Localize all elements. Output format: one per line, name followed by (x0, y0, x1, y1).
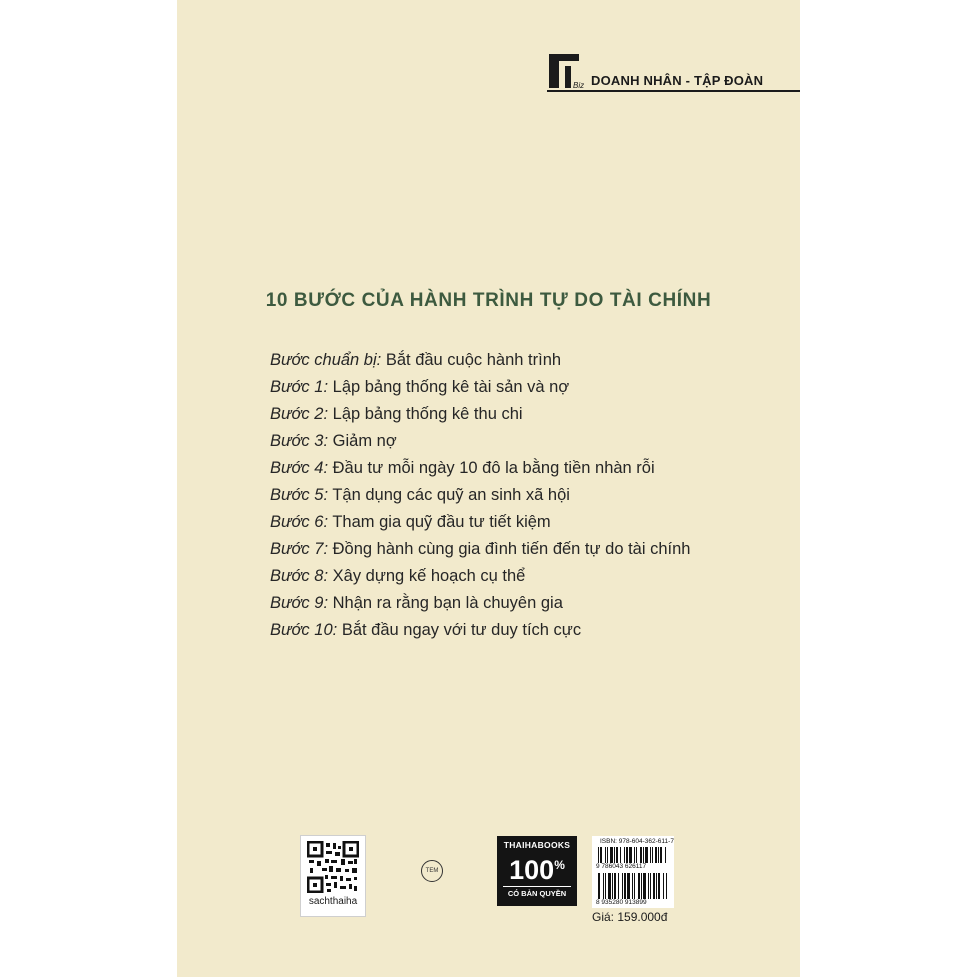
step-item (270, 455, 690, 482)
qr-code-icon (307, 841, 359, 893)
publisher-logo-mark: Biz (573, 81, 585, 90)
step-label: Bước 7: (270, 540, 329, 558)
badge-unit: % (554, 858, 565, 872)
publisher-name: DOANH NHÂN - TẬP ĐOÀN (591, 73, 764, 88)
step-label: Bước 10: (270, 621, 338, 639)
barcode-icon (598, 873, 668, 899)
badge-percent (497, 851, 577, 884)
step-item (270, 509, 690, 536)
step-label: Bước 3: (270, 432, 329, 450)
step-label: Bước 1: (270, 378, 329, 396)
step-item (270, 401, 690, 428)
badge-number: 100 (509, 855, 555, 885)
step-item (270, 536, 690, 563)
step-label: Bước 8: (270, 567, 329, 585)
step-item (270, 590, 690, 617)
step-label: Bước 6: (270, 513, 329, 531)
price-label: Giá: 159.000đ (592, 910, 668, 924)
ean-number-1: 9 786043 626117 (596, 863, 647, 870)
step-text: Đầu tư mỗi ngày 10 đô la bằng tiền nhàn rỗi (332, 459, 655, 477)
step-label: Bước chuẩn bị: (270, 351, 382, 369)
publisher-logo (547, 52, 587, 92)
step-item (270, 428, 690, 455)
step-text: Nhận ra rằng bạn là chuyên gia (332, 594, 563, 612)
step-text: Bắt đầu ngay với tư duy tích cực (341, 621, 582, 639)
isbn-number: ISBN: 978-604-362-611-7 (600, 838, 674, 845)
badge-brand: THAIHABOOKS (503, 840, 571, 850)
step-label: Bước 9: (270, 594, 329, 612)
step-text: Đồng hành cùng gia đình tiến đến tự do tài chính (332, 540, 691, 558)
steps-list (270, 347, 690, 644)
step-text: Lập bảng thống kê thu chi (332, 405, 523, 423)
copyright-badge (497, 836, 577, 906)
step-item (270, 563, 690, 590)
step-text: Tham gia quỹ đầu tư tiết kiệm (332, 513, 551, 531)
step-text: Lập bảng thống kê tài sản và nợ (332, 378, 570, 396)
step-item (270, 617, 690, 644)
qr-code[interactable] (300, 835, 366, 917)
header-divider (547, 90, 800, 92)
step-label: Bước 2: (270, 405, 329, 423)
step-text: Bắt đầu cuộc hành trình (385, 351, 562, 369)
step-label: Bước 4: (270, 459, 329, 477)
step-item (270, 347, 690, 374)
step-text: Tận dụng các quỹ an sinh xã hội (332, 486, 570, 504)
ean-number-2: 8 935280 913899 (596, 899, 647, 906)
barcode-icon (598, 847, 668, 863)
book-title: 10 BƯỚC CỦA HÀNH TRÌNH TỰ DO TÀI CHÍNH (265, 290, 712, 311)
tem-stamp: TEM (421, 860, 443, 882)
step-label: Bước 5: (270, 486, 329, 504)
qr-caption: sachthaiha (308, 896, 358, 907)
badge-caption: CÓ BẢN QUYỀN (503, 886, 571, 898)
step-item (270, 482, 690, 509)
step-text: Giảm nợ (332, 432, 397, 450)
step-text: Xây dựng kế hoạch cụ thể (332, 567, 526, 585)
book-back-cover (177, 0, 800, 977)
isbn-barcode (592, 836, 674, 908)
step-item (270, 374, 690, 401)
